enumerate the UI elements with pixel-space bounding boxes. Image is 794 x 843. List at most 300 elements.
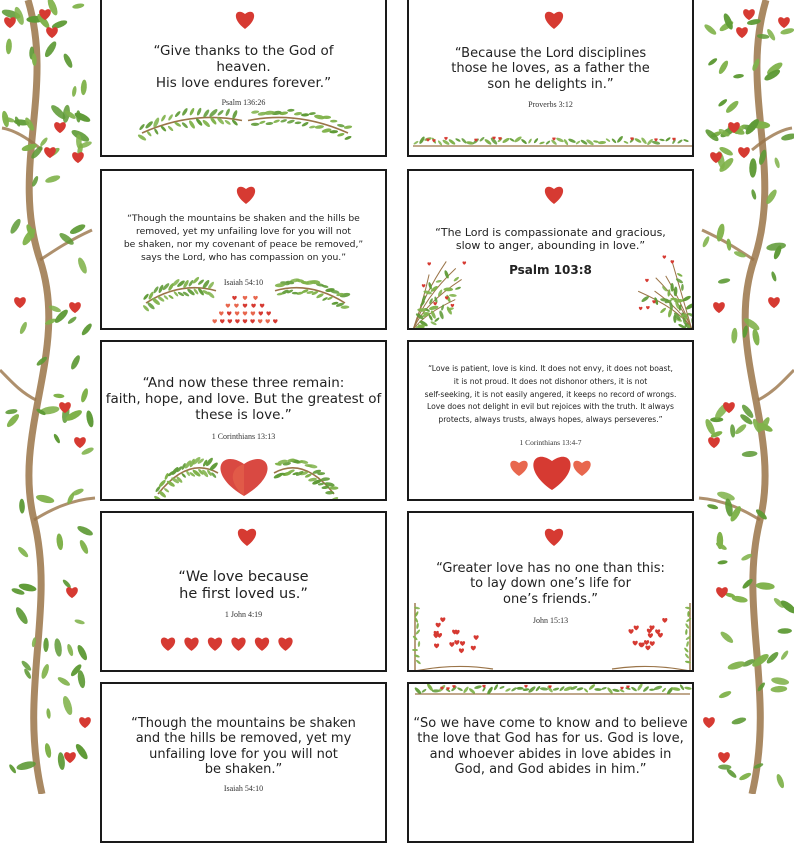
- leaf: [301, 113, 309, 117]
- leaf: [66, 643, 74, 656]
- heart-icon: [64, 752, 76, 763]
- leaf: [443, 288, 453, 292]
- heart-icon: [4, 17, 16, 28]
- verse-reference: 1 John 4:19: [102, 610, 385, 619]
- leaf: [611, 138, 617, 144]
- leaf: [273, 119, 280, 124]
- heart-icon: [645, 646, 650, 651]
- leaf: [195, 118, 203, 127]
- leaf: [692, 327, 694, 330]
- heart-icon: [259, 311, 264, 315]
- leaf: [701, 235, 710, 248]
- leaf: [766, 28, 777, 42]
- leaf: [773, 157, 780, 169]
- verse-card-1-corinthians-13-13: [100, 340, 387, 501]
- heart-icon: [652, 300, 656, 303]
- leaf: [780, 649, 790, 660]
- heart-icon: [243, 304, 248, 308]
- leaf: [174, 121, 182, 127]
- leaf: [309, 112, 317, 116]
- heart-icon: [251, 304, 256, 308]
- leaf: [5, 412, 21, 428]
- leaf: [742, 450, 758, 457]
- leaf: [421, 688, 427, 693]
- heart-icon: [220, 459, 267, 496]
- leaf: [681, 284, 684, 291]
- leaf: [775, 773, 785, 789]
- heart-icon: [460, 641, 465, 646]
- leaf: [461, 137, 468, 144]
- leaf: [462, 686, 469, 694]
- leaf: [585, 138, 594, 146]
- leaf: [142, 293, 149, 301]
- verse-quote: “Love is patient, love is kind. It does not envy, it does not boast, it is not proud. It does not dishonor others, it is not self-seeking, it is not easily angered, it keeps no record of wrongs. Love does not delight in evil but rejoices with the truth. It always protects, always trusts, always hopes, always perseveres.”: [409, 363, 692, 427]
- leaf: [344, 125, 353, 129]
- heart-icon: [266, 311, 271, 315]
- leaf: [678, 323, 686, 329]
- leafy-branch: [273, 458, 339, 501]
- leaf: [513, 135, 522, 143]
- leaf: [474, 685, 482, 690]
- heart-icon: [212, 319, 217, 323]
- heart-icon: [232, 296, 237, 300]
- leaf: [457, 687, 464, 692]
- leaf: [528, 138, 533, 144]
- verse-card-isaiah-54-10: [100, 169, 387, 330]
- leaf: [415, 659, 421, 665]
- heart-icon: [219, 311, 224, 315]
- leaf: [78, 539, 90, 555]
- leaf: [74, 742, 90, 761]
- leaf: [466, 141, 475, 146]
- leaf: [43, 638, 49, 652]
- verse-quote: “So we have come to know and to believe the love that God has for us. God is love, and whoever abides in love abides in God, and God abides in him.”: [409, 716, 692, 777]
- verse-quote: “Because the Lord disciplines those he loves, as a father the son he delights in.”: [409, 46, 692, 92]
- leaf: [73, 111, 91, 124]
- leaf: [718, 764, 731, 769]
- leaf: [780, 27, 794, 36]
- heart-icon: [634, 626, 639, 631]
- leaf: [329, 496, 339, 501]
- leaf: [61, 695, 74, 716]
- heart-icon: [648, 633, 653, 638]
- leaf: [771, 676, 790, 686]
- leaf: [751, 328, 760, 346]
- heart-icon: [426, 138, 429, 141]
- leaf: [670, 283, 673, 292]
- heart-icon: [54, 122, 66, 133]
- leaf: [322, 296, 328, 301]
- heart-icon: [237, 187, 255, 204]
- verse-reference: Psalm 103:8: [409, 263, 692, 277]
- heart-icon: [645, 279, 649, 282]
- leaf: [429, 305, 439, 311]
- leaf: [520, 138, 527, 145]
- heart-icon: [545, 187, 563, 204]
- leaf: [616, 135, 624, 143]
- leafy-vine: [413, 135, 692, 146]
- leaf: [777, 628, 792, 634]
- leaf: [598, 141, 606, 145]
- heart-icon: [545, 12, 563, 29]
- leaf: [207, 291, 216, 299]
- heart-icon: [433, 302, 437, 305]
- heart-icon: [253, 296, 258, 300]
- leaf: [563, 138, 569, 145]
- leaf: [659, 307, 666, 314]
- leaf: [612, 688, 620, 692]
- leaf: [446, 306, 453, 315]
- leaf: [137, 133, 147, 141]
- leaf: [605, 138, 610, 142]
- leaf: [509, 138, 515, 143]
- leaf: [259, 120, 266, 125]
- leaf: [623, 140, 628, 144]
- leaf: [505, 688, 511, 693]
- leaf: [734, 423, 748, 436]
- heart-tree: [612, 603, 692, 671]
- heart-icon: [273, 319, 278, 323]
- leaf: [675, 277, 684, 284]
- verse-card-1-john-4-19: [100, 511, 387, 672]
- leaf: [781, 132, 794, 141]
- verse-reference: 1 Corinthians 13:13: [102, 432, 385, 441]
- leaf: [691, 317, 694, 326]
- leaf: [730, 424, 736, 438]
- leaf: [62, 52, 74, 69]
- verse-quote: “Though the mountains be shaken and the hills be removed, yet my unfailing love for you will not be shaken, nor my covenant of peace be removed,” says the Lord, who has compassion on you.”: [102, 213, 385, 265]
- heart-icon: [236, 12, 254, 29]
- leaf: [153, 495, 162, 501]
- heart-icon: [161, 637, 175, 650]
- leaf: [692, 323, 694, 330]
- leaf: [437, 140, 442, 146]
- leaf: [163, 487, 169, 493]
- heart-icon: [235, 319, 240, 323]
- heart-icon: [46, 27, 58, 38]
- heart-icon: [74, 437, 86, 448]
- leaf: [685, 629, 688, 635]
- leaf: [717, 59, 730, 75]
- leaf: [164, 472, 169, 480]
- heart-icon: [243, 296, 248, 300]
- heart-icon: [646, 306, 650, 309]
- leaf: [556, 137, 565, 143]
- leaf: [8, 763, 17, 774]
- leaf: [594, 688, 602, 691]
- leaf: [665, 137, 671, 143]
- leaf: [321, 485, 329, 489]
- leaf: [671, 687, 680, 692]
- heart-icon: [628, 629, 633, 634]
- heart-icon: [250, 319, 255, 323]
- leaf: [217, 109, 225, 116]
- verse-card-psalm-136-26: [100, 0, 387, 157]
- leaf: [158, 479, 167, 488]
- leaf: [449, 294, 457, 297]
- leaf: [601, 686, 607, 690]
- leaf: [640, 137, 647, 145]
- verse-reference: John 15:13: [409, 616, 692, 625]
- heart-icon: [235, 311, 240, 315]
- leaf: [163, 295, 169, 301]
- heart-icon: [736, 27, 748, 38]
- leafy-branch: [153, 456, 219, 501]
- heart-icon: [663, 255, 667, 258]
- verse-card-john-15-13: [407, 511, 694, 672]
- verse-quote: “And now these three remain: faith, hope, and love. But the greatest of these is love.”: [102, 376, 385, 424]
- leaf: [181, 121, 189, 128]
- verse-reference: Psalm 136:26: [102, 98, 385, 107]
- heart-icon: [184, 637, 198, 650]
- heart-icon: [708, 437, 720, 448]
- heart-icon: [231, 637, 245, 650]
- leaf: [225, 108, 231, 117]
- heart-icon: [459, 648, 464, 653]
- heart-icon: [471, 646, 476, 651]
- leaf: [703, 23, 718, 37]
- verse-card-1-john-4-16: [407, 682, 694, 843]
- leaf: [344, 135, 352, 140]
- leaf: [559, 686, 565, 692]
- leaf: [53, 433, 62, 444]
- verse-quote: “The Lord is compassionate and gracious, slow to anger, abounding in love.”: [409, 227, 692, 253]
- leaf: [634, 137, 642, 143]
- leaf: [750, 189, 757, 200]
- leaf: [718, 690, 732, 700]
- leaf: [72, 3, 85, 10]
- heart-icon: [208, 637, 222, 650]
- leaf: [516, 687, 523, 690]
- heart-icon: [434, 643, 439, 648]
- leaf: [493, 684, 499, 691]
- leaf: [146, 130, 152, 137]
- leaf: [411, 329, 421, 330]
- leaf: [294, 111, 303, 115]
- leaf: [71, 86, 77, 97]
- leaf: [85, 410, 95, 428]
- leaf: [636, 684, 643, 691]
- leaf: [576, 687, 584, 691]
- tree-border-left: [0, 0, 100, 794]
- leaf: [540, 687, 549, 691]
- leaf: [662, 687, 667, 692]
- leaf: [314, 114, 325, 120]
- leaf: [62, 578, 72, 589]
- leaf: [56, 675, 71, 687]
- heart-icon: [72, 152, 84, 163]
- leaf: [707, 57, 718, 67]
- leaf: [684, 686, 692, 690]
- verse-quote: “Greater love has no one than this: to lay down one’s life for one’s friends.”: [409, 561, 692, 607]
- heart-icon: [227, 311, 232, 315]
- heart-icon: [226, 304, 231, 308]
- leaf: [189, 107, 195, 116]
- verse-quote: “Give thanks to the God of heaven. His love endures forever.”: [102, 44, 385, 92]
- leaf: [76, 524, 94, 537]
- leaf: [44, 743, 52, 759]
- heart-icon: [738, 147, 750, 158]
- heart-icon: [573, 461, 590, 476]
- leaf: [35, 493, 55, 504]
- heart-icon: [278, 637, 292, 650]
- leaf: [418, 641, 421, 647]
- leaf: [583, 688, 588, 693]
- heart-icon: [265, 319, 270, 323]
- verse-reference: Isaiah 54:10: [102, 784, 385, 793]
- leaf: [46, 708, 51, 719]
- leaf: [479, 136, 485, 142]
- heart-icon: [234, 304, 239, 308]
- leaf: [160, 125, 167, 132]
- heart-icon: [451, 304, 455, 307]
- leaf: [693, 329, 694, 330]
- leaf: [770, 685, 787, 692]
- leaf: [196, 107, 202, 116]
- leaf: [301, 121, 309, 127]
- heart-icon: [639, 643, 644, 648]
- heart-icon: [703, 717, 715, 728]
- verse-quote: “Though the mountains be shaken and the hills be removed, yet my unfailing love for you will not be shaken.”: [102, 716, 385, 777]
- leaf: [733, 73, 744, 78]
- leaf: [17, 545, 30, 558]
- leaf: [341, 305, 350, 309]
- leaf: [280, 119, 287, 124]
- leaf: [80, 322, 93, 337]
- verse-card-1-corinthians-13-4-7: [407, 340, 694, 501]
- leaf: [726, 238, 732, 251]
- verse-card-isaiah-54-10-short: [100, 682, 387, 843]
- leaf: [415, 629, 421, 635]
- leaf: [533, 138, 539, 144]
- heart-icon: [228, 319, 233, 323]
- leaf: [80, 79, 87, 95]
- leaf: [76, 644, 89, 662]
- heart-icon: [650, 641, 655, 646]
- leaf: [412, 329, 417, 330]
- leaf: [511, 687, 518, 692]
- heart-icon: [533, 457, 570, 490]
- heart-icon: [243, 311, 248, 315]
- leaf: [330, 120, 337, 123]
- leaf: [436, 279, 443, 283]
- leaf: [499, 686, 505, 690]
- leaf: [455, 138, 461, 143]
- leaf: [455, 286, 462, 290]
- leaf: [167, 125, 174, 132]
- heart-icon: [524, 685, 527, 688]
- heart-icon: [633, 641, 638, 646]
- leaf: [53, 638, 62, 657]
- heart-icon: [713, 302, 725, 313]
- heart-row: [161, 637, 293, 650]
- leaf: [265, 122, 273, 126]
- leaf: [43, 40, 59, 59]
- leaf: [81, 446, 95, 456]
- leaf: [683, 139, 689, 143]
- leaf: [727, 660, 746, 671]
- leaf: [295, 121, 302, 124]
- leaf: [202, 119, 211, 128]
- leaf: [251, 123, 259, 126]
- leaf: [287, 109, 295, 112]
- heart-icon: [251, 311, 256, 315]
- heart-icon: [743, 9, 755, 20]
- leaf: [606, 687, 613, 695]
- leaf: [39, 136, 49, 147]
- leaf: [67, 315, 78, 325]
- leaf: [692, 329, 694, 330]
- leaf: [77, 670, 87, 689]
- verse-card-psalm-103-8: [407, 169, 694, 330]
- heart-icon: [258, 319, 263, 323]
- leaf: [738, 771, 752, 781]
- leaf: [718, 277, 731, 284]
- heart-icon: [220, 319, 225, 323]
- leaf: [74, 619, 85, 626]
- heart-icon: [243, 319, 248, 323]
- leaf: [160, 114, 166, 122]
- leaf: [56, 533, 64, 550]
- verse-quote: “We love because he first loved us.”: [102, 569, 385, 603]
- leaf: [53, 393, 64, 398]
- tree-border-right: [694, 0, 794, 794]
- heart-icon: [545, 529, 563, 546]
- leaf: [631, 686, 638, 692]
- leaf: [181, 472, 187, 478]
- leaf: [181, 107, 189, 116]
- leaf: [659, 138, 665, 141]
- leaf: [40, 663, 51, 680]
- heart-icon: [510, 461, 527, 476]
- leaf: [545, 140, 550, 145]
- leaf: [755, 582, 775, 591]
- leaf: [208, 108, 218, 118]
- leaf: [325, 491, 334, 495]
- leaf: [539, 141, 545, 145]
- heart-icon: [66, 587, 78, 598]
- leaf: [731, 716, 747, 726]
- leaf: [552, 687, 559, 691]
- leaf: [717, 560, 728, 565]
- heart-icon: [69, 302, 81, 313]
- heart-icon: [718, 752, 730, 763]
- verse-reference: Proverbs 3:12: [409, 100, 692, 109]
- leaf: [19, 499, 25, 514]
- heart-icon: [716, 587, 728, 598]
- leaf: [684, 647, 690, 653]
- verse-card-proverbs-3-12: [407, 0, 694, 157]
- leaf: [684, 653, 689, 659]
- heart-icon: [437, 633, 442, 638]
- leaf: [412, 649, 418, 652]
- leaf: [686, 641, 690, 647]
- heart-icon: [768, 297, 780, 308]
- leaf: [337, 123, 345, 127]
- leaf: [717, 98, 728, 108]
- leaf: [642, 685, 649, 692]
- leafy-branch: [248, 109, 352, 141]
- leaf: [173, 291, 179, 297]
- leaf: [677, 139, 683, 144]
- leaf: [707, 503, 719, 510]
- leaf: [174, 110, 181, 117]
- leaf: [423, 312, 430, 315]
- heart-icon: [454, 640, 459, 645]
- leaf: [188, 120, 196, 130]
- heart-icon: [449, 642, 454, 647]
- leaf: [139, 123, 146, 131]
